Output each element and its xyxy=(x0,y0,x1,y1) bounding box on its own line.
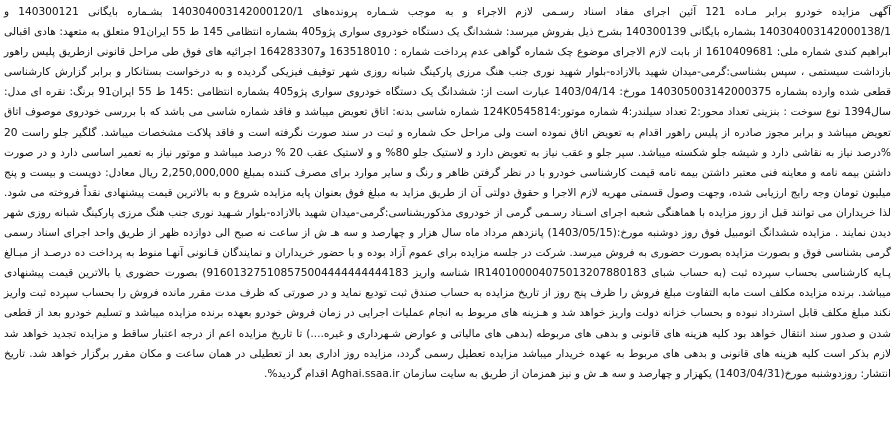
notice-body-text: آگهی مزایده خودرو برابر مـاده 121 آئین اجرای مفاد اسناد رسـمی لازم الاجراء و به موجب شـماره پرونده‌های 140304003142000120/1 بشـماره بایگانی 140300121 و 140304003142000138/1 بشماره بایگانی 140300139 بشرح ذیل بفروش میرسد: ششدانگ یک دستگاه خودروی سواری پژو405 بشماره انتظامی 145 ط 55 ایران91 متعلق به متعهد: هادی اقبالی ابراهیم کندی شماره ملی: 1610409681 از بابت لازم الاجرای موضوع چک شماره گواهی عدم پرداخت شماره : 163518010 و164283307 اجرائیه های فوق طی مراحل قانونی ازطریق پلیس راهور بازداشت سیستمی ، سپس بشناسی:گرمی-میدان شهید بالازاده-بلوار شهید نوری جنب هنگ مرزی پارکینگ شبانه روزی شهر توقیف فیزیکی گردیده و به درخواست بستانکار و برابر گزارش کارشناسی قطعی شده وارده بشماره 140305003142000375 مورخ: 1403/04/14 عبارت است از: ششدانگ یک دستگاه خودروی سواری پژو405 بشماره انتظامی :145 ط 55 ایران91 برنگ: نقره ای مدل: سال1394 نوع سوخت : بنزینی تعداد محور:2 تعداد سیلندر:4 شماره موتور:124K0545814 شماره شاسی بدنه: اتاق تعویض میباشد و فاقد شماره شاسی می باشد که با بررسی خودروی موصوف اتاق تعویض میباشد و برابر مجوز صادره از پلیس راهور اقدام به تعویض اتاق نموده است ولی مراحل حک شماره و ثبت در سند صورت نگرفته است و فاقد پلاکت مشخصات میباشد. گلگیر جلو راست 20 %درصد نیاز به نقاشی دارد و شیشه جلو شکسته میباشد. سپر جلو و عقب نیاز به تعویض دارد و لاستیک جلو 80% و و لاستیک عقب 20 % درصد میباشد و موتور نیاز به تعمیر اساسی دارد و در صورت داشتن بیمه نامه و معاینه فنی معتبر داشتن بیمه نامه قیمت کارشناسی خودرو با در نظر گرفتن ظاهر و رنگ و سایر موارد برای مصرف کننده بمبلغ 2,250,000,000 ریال معادل: دویست و بیست و پنج میلیون تومان وجه رایج ارزیابی شده، وجهت وصول قسمتی مهریه لازم الاجرا و حقوق دولتی آن از طریق مزاید به مبلغ فوق بعنوان پایه مزایده شروع و به بالاترین قیمت پیشنهادی نقداً فروخته می شود. لذا خریداران می توانند قبل از روز مزایده با هماهنگی شعبه اجرای اسـناد رسـمی گرمی از خودروی مذکوربشناسی:گرمی-میدان شهید بالازاده-بلوار شـهید نوری جنب هنگ مرزی پارکینگ شبانه روزی شهر دیدن نمایند . مزایده ششدانگ اتومبیل فوق روز دوشنبه مورخ:(1403/05/15) پانزدهم مرداد ماه سال هزار و چهارصد و سه هـ ش از ساعت نه صبح الی دوازده ظهر از طریق واحد اجرای اسناد رسمی گرمی بشناسی فوق و بصورت مزایده بصورت حضوری به فروش میرسد. شرکت در جلسه مزایده برای عموم آزاد بوده و با حضور خریداران و نمایندگان قـانونی آنهـا منوط به پرداخت ده درصـد از مبـالغ پـایه کارشناسی بحساب سپرده ثبت (به حساب شبای IR140100004075013207880183 شناسه واریز 916013275108575004444444444183) بصورت حضوری یا بالاترین قیمت پیشنهادی میباشد. برنده مزایده مکلف است مابه التفاوت مبلغ فروش را ظرف پنج روز از تاریخ مزایده به حساب صندق ثبت تودیع نماید و در صورتی که ظرف مدت مقرر مانده فروش را بحساب سپرده ثبت واریز نکند مبلغ مکلف قابل استرداد نبوده و بحساب خزانه دولت واریز خواهد شد و هـزینه های مربوط به انجام عملیات اجرایی در زمان فروش خودرو بعهده برنده مزایده میباشد و تسلیم خودرو بعد از قطعی شدن و صدور سند انتقال خواهد بود کلیه هزینه های قانونی و بدهی های مربوطه (بدهی های مالیاتی و عوارض شـهرداری و غیره....) تا تاریخ مزایده اعم از درجه اعتبار ساقط و مزایده تجدید خواهد شد لازم بذکر است کلیه هزینه های قانونی و بدهی های مربوط به عهده خریدار میباشد مزایده تعطیل رسمی گردد، مزایده روز اداری بعد از تعطیلی در همان ساعت و مکان مقرر برگزار خواهد شد. تاریخ انتشار: روزدوشنبه مورخ(1403/04/31) یکهزار و چهارصد و سه هـ ش و نیز همزمان از طریق به سایت سازمان Aghai.ssaa.ir اقدام گردید%. xyxy=(4,6,892,380)
